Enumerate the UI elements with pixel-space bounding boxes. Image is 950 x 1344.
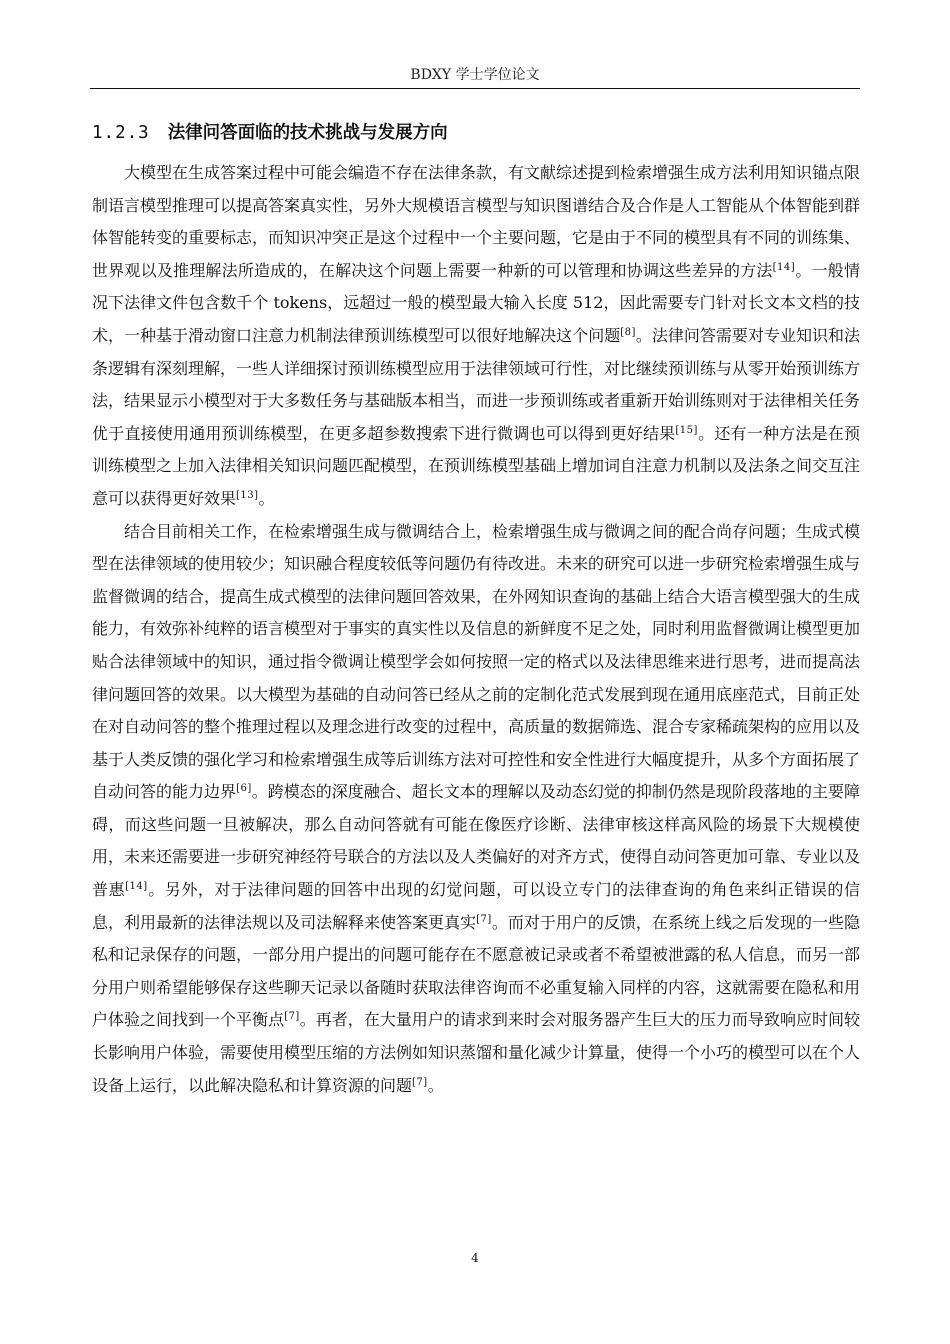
text-run: 。 [258, 488, 275, 508]
section-title: 法律问答面临的技术挑战与发展方向 [167, 123, 448, 143]
section-number: 1.2.3 [92, 123, 150, 143]
citation: [7] [476, 913, 492, 925]
citation: [8] [620, 326, 636, 338]
section-heading [92, 121, 862, 145]
citation: [14] [772, 261, 796, 273]
running-header: BDXY 学士学位论文 [410, 67, 540, 83]
text-run: 。另外，对于法律问题的回答中出现的幻觉问题，可以设立专门的法律查询的角色来纠正错误的信息，利用最新的法律法规以及司法解释来使答案更真实 [92, 880, 860, 932]
text-run: 。一般情况下法律文件包含数千个 tokens，远超过一般的模型最大输入长度 512，因此需要专门针对长文本文档的技术，一种基于滑动窗口注意力机制法律预训练模型可以很好地解决这个问题 [92, 260, 860, 345]
text-run: 。法律问答需要对专业知识和法条逻辑有深刻理解，一些人详细探讨预训练模型应用于法律领域可行性，对比继续预训练与从零开始预训练方法，结果显示小模型对于大多数任务与基础版本相当，而进一步预训练或者重新开始训练则对于法律相关任务优于直接使用通用预训练模型，在更多超参数搜索下进行微调也可以得到更好结果 [92, 325, 861, 443]
citation: [15] [675, 424, 698, 436]
citation: [13] [236, 489, 259, 501]
citation: [7] [412, 1076, 428, 1088]
text-run: 结合目前相关工作，在检索增强生成与微调结合上，检索增强生成与微调之间的配合尚存问题；生成式模型在法律领域的使用较少；知识融合程度较低等问题仍有待改进。未来的研究可以进一步研究检索增强生成与监督微调的结合，提高生成式模型的法律问题回答效果，在外网知识查询的基础上结合大语言模型强大的生成能力，有效弥补纯粹的语言模型对于事实的真实性以及信息的新鲜度不足之处，同时利用监督微调让模型更加贴合法律领域中的知识，通过指令微调让模型学会如何按照一定的格式以及法律思维来进行思考，进而提高法律问题回答的效果。以大模型为基础的自动问答已经从之前的定制化范式发展到现在通用底座范式，目前正处在对自动问答的整个推理过程以及理念进行改变的过程中，高质量的数据筛选、混合专家稀疏架构的应用以及基于人类反馈的强化学习和检索增强生成等后训练方法对可控性和安全性进行大幅度提升，从多个方面拓展了自动问答的能力边界 [92, 521, 861, 802]
body-text [92, 157, 860, 1102]
page-number: 4 [471, 1251, 479, 1265]
citation: [6] [236, 783, 252, 795]
text-run: 大模型在生成答案过程中可能会编造不存在法律条款，有文献综述提到检索增强生成方法利用知识锚点限制语言模型推理可以提高答案真实性，另外大规模语言模型与知识图谱结合及合作是人工智能从个体智能到群体智能转变的重要标志，而知识冲突正是这个过程中一个主要问题，它是由于不同的模型具有不同的训练集、世界观以及推理解法所造成的，在解决这个问题上需要一种新的可以管理和协调这些差异的方法 [92, 163, 861, 280]
text-run: 。跨模态的深度融合、超长文本的理解以及动态幻觉的抑制仍然是现阶段落地的主要障碍，而这些问题一旦被解决，那么自动问答就有可能在像医疗诊断、法律审核这样高风险的场景下大规模使用，未来还需要进一步研究神经符号联合的方法以及人类偏好的对齐方式，使得自动问答更加可靠、专业以及普惠 [92, 782, 861, 900]
text-run: 。再者，在大量用户的请求到来时会对服务器产生巨大的压力而导致响应时间较长影响用户体验，需要使用模型压缩的方法例如知识蒸馏和量化减少计算量，使得一个小巧的模型可以在个人设备上运行，以此解决隐私和计算资源的问题 [92, 1010, 861, 1095]
citation: [7] [284, 1011, 300, 1023]
text-run: 。还有一种方法是在预训练模型之上加入法律相关知识问题匹配模型，在预训练模型基础上增加词自注意力机制以及法条之间交互注意可以获得更好效果 [92, 423, 861, 508]
paragraph [92, 516, 860, 1103]
paragraph [92, 157, 860, 516]
text-run: 。而对于用户的反馈，在系统上线之后发现的一些隐私和记录保存的问题，一部分用户提出的问题可能存在不愿意被记录或者不希望被泄露的私人信息，而另一部分用户则希望能够保存这些聊天记录以备随时获取法律咨询而不必重复输入同样的内容，这就需要在隐私和用户体验之间找到一个平衡点 [92, 912, 861, 1030]
header-divider [90, 88, 860, 89]
text-run: 。 [427, 1075, 444, 1095]
citation: [14] [125, 881, 148, 893]
